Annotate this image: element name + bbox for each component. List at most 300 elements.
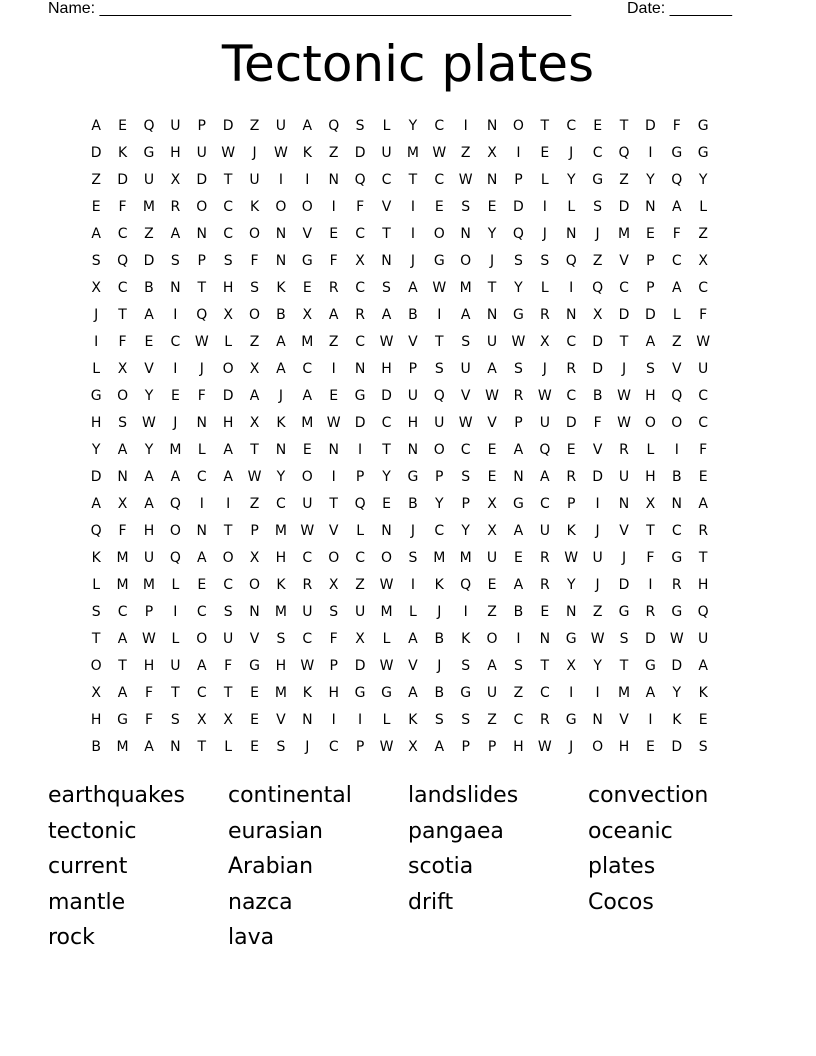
grid-letter[interactable]: A (645, 684, 656, 701)
grid-letter[interactable]: A (513, 441, 524, 458)
grid-letter[interactable]: D (513, 198, 524, 215)
grid-letter[interactable]: F (356, 198, 365, 215)
grid-letter[interactable]: Y (487, 225, 497, 242)
grid-letter[interactable]: X (249, 414, 260, 431)
grid-letter[interactable]: N (407, 441, 419, 458)
grid-letter[interactable]: T (197, 279, 207, 296)
grid-letter[interactable]: W (142, 414, 156, 431)
grid-letter[interactable]: R (170, 198, 181, 215)
grid-letter[interactable]: A (117, 441, 128, 458)
grid-letter[interactable]: U (407, 387, 418, 404)
grid-letter[interactable]: L (672, 306, 681, 323)
grid-letter[interactable]: A (144, 306, 154, 323)
grid-letter[interactable]: L (699, 198, 708, 215)
grid-letter[interactable]: T (91, 630, 101, 647)
grid-letter[interactable]: H (381, 360, 392, 377)
grid-letter[interactable]: O (512, 117, 524, 134)
grid-letter[interactable]: J (278, 387, 283, 404)
grid-letter[interactable]: S (461, 468, 471, 485)
grid-letter[interactable]: C (434, 522, 445, 539)
grid-letter[interactable]: T (540, 657, 550, 674)
grid-letter[interactable]: C (117, 279, 128, 296)
grid-letter[interactable]: Y (276, 468, 286, 485)
grid-letter[interactable]: A (196, 657, 207, 674)
grid-letter[interactable]: A (434, 738, 445, 755)
grid-letter[interactable]: G (407, 468, 419, 485)
grid-letter[interactable]: E (250, 738, 259, 755)
grid-letter[interactable]: A (672, 198, 682, 215)
grid-letter[interactable]: F (250, 252, 259, 269)
grid-letter[interactable]: E (302, 279, 312, 296)
grid-letter[interactable]: V (249, 630, 260, 647)
grid-letter[interactable]: A (487, 657, 497, 674)
grid-letter[interactable]: R (302, 576, 313, 593)
grid-letter[interactable]: E (250, 711, 259, 728)
grid-letter[interactable]: B (408, 306, 418, 323)
grid-letter[interactable]: F (144, 711, 153, 728)
grid-letter[interactable]: X (328, 576, 339, 593)
grid-letter[interactable]: N (565, 225, 577, 242)
grid-letter[interactable]: U (249, 171, 260, 188)
grid-letter[interactable]: K (698, 684, 708, 701)
grid-letter[interactable]: F (672, 225, 681, 242)
grid-letter[interactable]: Y (672, 684, 682, 701)
grid-letter[interactable]: W (458, 414, 473, 431)
grid-letter[interactable]: G (354, 387, 366, 404)
grid-letter[interactable]: R (539, 549, 550, 566)
grid-letter[interactable]: O (169, 522, 181, 539)
grid-letter[interactable]: X (487, 495, 497, 512)
grid-letter[interactable]: H (170, 144, 181, 161)
grid-letter[interactable]: H (618, 738, 630, 755)
grid-letter[interactable]: J (199, 360, 204, 377)
grid-letter[interactable]: G (671, 549, 683, 566)
grid-letter[interactable]: K (276, 279, 286, 296)
grid-letter[interactable]: N (302, 711, 313, 728)
grid-letter[interactable]: I (463, 117, 468, 134)
grid-letter[interactable]: I (331, 198, 336, 215)
grid-letter[interactable]: A (672, 279, 682, 296)
grid-letter[interactable]: Q (328, 117, 340, 134)
grid-letter[interactable]: A (196, 549, 207, 566)
grid-letter[interactable]: M (301, 414, 314, 431)
grid-letter[interactable]: E (487, 198, 497, 215)
grid-letter[interactable]: A (117, 684, 128, 701)
grid-letter[interactable]: O (301, 198, 313, 215)
grid-letter[interactable]: I (278, 171, 283, 188)
grid-letter[interactable]: D (645, 306, 656, 323)
grid-letter[interactable]: E (645, 738, 655, 755)
grid-letter[interactable]: C (566, 333, 577, 350)
grid-letter[interactable]: A (144, 468, 154, 485)
grid-letter[interactable]: G (697, 144, 709, 161)
grid-letter[interactable]: Y (566, 576, 576, 593)
grid-letter[interactable]: T (619, 657, 629, 674)
grid-letter[interactable]: R (328, 279, 339, 296)
grid-letter[interactable]: V (408, 333, 418, 350)
grid-letter[interactable]: O (249, 576, 261, 593)
grid-letter[interactable]: B (434, 684, 445, 701)
grid-letter[interactable]: Y (408, 117, 418, 134)
grid-letter[interactable]: V (276, 711, 286, 728)
grid-letter[interactable]: X (302, 306, 313, 323)
grid-letter[interactable]: W (247, 468, 262, 485)
grid-letter[interactable]: G (90, 387, 102, 404)
grid-letter[interactable]: S (514, 657, 523, 674)
grid-letter[interactable]: F (646, 549, 655, 566)
grid-letter[interactable]: R (566, 360, 577, 377)
grid-letter[interactable]: L (92, 360, 101, 377)
grid-letter[interactable]: I (595, 684, 600, 701)
grid-letter[interactable]: W (696, 333, 711, 350)
grid-letter[interactable]: O (433, 441, 445, 458)
grid-letter[interactable]: I (331, 468, 336, 485)
grid-letter[interactable]: Z (487, 603, 497, 620)
grid-letter[interactable]: A (513, 522, 524, 539)
grid-letter[interactable]: I (173, 360, 178, 377)
grid-letter[interactable]: U (302, 495, 313, 512)
grid-letter[interactable]: W (537, 387, 552, 404)
grid-letter[interactable]: C (302, 630, 313, 647)
grid-letter[interactable]: A (276, 333, 286, 350)
grid-letter[interactable]: E (329, 387, 339, 404)
grid-letter[interactable]: I (305, 171, 310, 188)
grid-letter[interactable]: U (434, 414, 445, 431)
grid-letter[interactable]: W (485, 387, 499, 404)
grid-letter[interactable]: L (382, 711, 391, 728)
grid-letter[interactable]: C (671, 522, 682, 539)
grid-letter[interactable]: S (540, 252, 550, 269)
grid-letter[interactable]: Q (90, 522, 102, 539)
grid-letter[interactable]: E (487, 468, 497, 485)
grid-letter[interactable]: C (223, 198, 234, 215)
grid-letter[interactable]: O (249, 225, 261, 242)
grid-letter[interactable]: Z (513, 684, 524, 701)
grid-letter[interactable]: D (354, 144, 366, 161)
grid-letter[interactable]: D (117, 171, 128, 188)
grid-letter[interactable]: J (437, 657, 442, 674)
grid-letter[interactable]: V (592, 441, 603, 458)
grid-letter[interactable]: A (487, 360, 497, 377)
grid-letter[interactable]: O (90, 657, 102, 674)
grid-letter[interactable]: U (143, 549, 155, 566)
grid-letter[interactable]: T (197, 738, 207, 755)
grid-letter[interactable]: S (514, 252, 523, 269)
grid-letter[interactable]: F (329, 630, 338, 647)
grid-letter[interactable]: I (173, 603, 178, 620)
grid-letter[interactable]: A (302, 117, 313, 134)
grid-letter[interactable]: Y (434, 495, 444, 512)
grid-letter[interactable]: S (276, 630, 286, 647)
grid-letter[interactable]: F (672, 117, 681, 134)
grid-letter[interactable]: W (537, 738, 552, 755)
grid-letter[interactable]: C (381, 171, 392, 188)
grid-letter[interactable]: X (117, 360, 128, 377)
grid-letter[interactable]: O (460, 252, 472, 269)
grid-letter[interactable]: V (302, 225, 313, 242)
grid-letter[interactable]: J (173, 414, 178, 431)
grid-letter[interactable]: U (170, 657, 181, 674)
grid-letter[interactable]: U (539, 414, 550, 431)
grid-letter[interactable]: I (173, 306, 178, 323)
grid-letter[interactable]: J (542, 225, 547, 242)
grid-letter[interactable]: I (463, 603, 468, 620)
grid-letter[interactable]: T (487, 279, 497, 296)
grid-letter[interactable]: H (143, 657, 155, 674)
grid-letter[interactable]: N (486, 171, 498, 188)
grid-letter[interactable]: U (486, 684, 498, 701)
grid-letter[interactable]: L (224, 333, 233, 350)
grid-letter[interactable]: G (513, 306, 524, 323)
grid-letter[interactable]: C (513, 711, 524, 728)
grid-letter[interactable]: R (539, 711, 550, 728)
grid-letter[interactable]: E (487, 576, 497, 593)
grid-letter[interactable]: O (433, 225, 445, 242)
grid-letter[interactable]: L (171, 576, 180, 593)
grid-letter[interactable]: I (331, 360, 336, 377)
grid-letter[interactable]: E (593, 117, 603, 134)
grid-letter[interactable]: C (355, 225, 365, 242)
grid-letter[interactable]: Z (698, 225, 708, 242)
grid-letter[interactable]: D (645, 630, 656, 647)
grid-letter[interactable]: X (540, 333, 550, 350)
grid-letter[interactable]: B (513, 603, 524, 620)
grid-letter[interactable]: C (223, 576, 234, 593)
grid-letter[interactable]: T (646, 522, 655, 539)
grid-letter[interactable]: M (617, 225, 631, 242)
grid-letter[interactable]: M (617, 684, 631, 701)
grid-letter[interactable]: P (646, 252, 655, 269)
grid-letter[interactable]: K (302, 144, 312, 161)
grid-letter[interactable]: U (196, 144, 207, 161)
grid-letter[interactable]: B (434, 630, 445, 647)
grid-letter[interactable]: S (118, 414, 128, 431)
grid-letter[interactable]: C (539, 684, 550, 701)
grid-letter[interactable]: T (434, 333, 444, 350)
grid-letter[interactable]: Z (249, 495, 260, 512)
grid-letter[interactable]: W (300, 657, 315, 674)
grid-letter[interactable]: Z (249, 333, 260, 350)
grid-letter[interactable]: H (222, 414, 234, 431)
grid-letter[interactable]: Q (512, 225, 524, 242)
grid-letter[interactable]: M (142, 576, 156, 593)
grid-letter[interactable]: S (382, 279, 391, 296)
grid-letter[interactable]: N (486, 306, 498, 323)
grid-letter[interactable]: F (118, 333, 127, 350)
grid-letter[interactable]: A (276, 360, 286, 377)
grid-letter[interactable]: R (619, 441, 629, 458)
grid-letter[interactable]: Y (461, 522, 470, 539)
grid-letter[interactable]: F (224, 657, 233, 674)
grid-letter[interactable]: J (410, 252, 415, 269)
grid-letter[interactable]: Z (328, 144, 339, 161)
grid-letter[interactable]: D (222, 387, 234, 404)
date-field[interactable]: Date: _______ (627, 0, 732, 17)
grid-letter[interactable]: X (196, 711, 207, 728)
grid-letter[interactable]: R (539, 576, 550, 593)
grid-letter[interactable]: O (222, 360, 234, 377)
grid-letter[interactable]: I (94, 333, 99, 350)
grid-letter[interactable]: C (381, 414, 392, 431)
grid-letter[interactable]: U (170, 117, 181, 134)
grid-letter[interactable]: P (646, 279, 655, 296)
grid-letter[interactable]: C (355, 279, 365, 296)
grid-letter[interactable]: P (435, 468, 444, 485)
grid-letter[interactable]: D (90, 144, 102, 161)
grid-letter[interactable]: E (250, 684, 259, 701)
grid-letter[interactable]: N (381, 522, 392, 539)
grid-letter[interactable]: I (569, 684, 574, 701)
grid-letter[interactable]: U (539, 522, 550, 539)
grid-letter[interactable]: U (354, 603, 366, 620)
grid-letter[interactable]: T (329, 495, 338, 512)
grid-letter[interactable]: K (461, 630, 471, 647)
grid-letter[interactable]: L (197, 441, 206, 458)
grid-letter[interactable]: W (669, 630, 684, 647)
grid-letter[interactable]: C (671, 252, 682, 269)
grid-letter[interactable]: H (328, 684, 339, 701)
grid-letter[interactable]: T (223, 684, 233, 701)
grid-letter[interactable]: P (567, 495, 576, 512)
grid-letter[interactable]: T (223, 171, 233, 188)
grid-letter[interactable]: K (566, 522, 576, 539)
grid-letter[interactable]: D (592, 468, 603, 485)
grid-letter[interactable]: X (223, 306, 233, 323)
grid-letter[interactable]: A (223, 441, 233, 458)
grid-letter[interactable]: M (142, 198, 156, 215)
grid-letter[interactable]: L (382, 630, 391, 647)
grid-letter[interactable]: X (223, 711, 233, 728)
grid-letter[interactable]: M (380, 603, 393, 620)
grid-letter[interactable]: B (144, 279, 154, 296)
grid-letter[interactable]: V (460, 387, 471, 404)
grid-letter[interactable]: N (671, 495, 683, 512)
grid-letter[interactable]: V (672, 360, 682, 377)
grid-letter[interactable]: L (408, 603, 417, 620)
grid-letter[interactable]: W (142, 630, 156, 647)
grid-letter[interactable]: Y (646, 171, 655, 188)
grid-letter[interactable]: W (300, 522, 315, 539)
grid-letter[interactable]: S (645, 360, 655, 377)
grid-letter[interactable]: S (276, 738, 286, 755)
grid-letter[interactable]: U (275, 117, 287, 134)
grid-letter[interactable]: P (197, 117, 206, 134)
grid-letter[interactable]: N (513, 468, 524, 485)
grid-letter[interactable]: B (276, 306, 286, 323)
grid-letter[interactable]: Q (433, 387, 445, 404)
grid-letter[interactable]: Z (355, 576, 365, 593)
grid-letter[interactable]: C (566, 387, 577, 404)
grid-letter[interactable]: R (539, 306, 550, 323)
grid-letter[interactable]: I (595, 495, 600, 512)
grid-letter[interactable]: D (618, 198, 630, 215)
grid-letter[interactable]: F (197, 387, 206, 404)
grid-letter[interactable]: A (460, 306, 471, 323)
grid-letter[interactable]: N (328, 441, 339, 458)
grid-letter[interactable]: M (116, 549, 129, 566)
grid-letter[interactable]: S (593, 198, 603, 215)
grid-letter[interactable]: G (143, 144, 155, 161)
grid-letter[interactable]: O (249, 306, 261, 323)
grid-letter[interactable]: X (170, 171, 181, 188)
grid-letter[interactable]: Q (618, 144, 630, 161)
grid-letter[interactable]: Q (354, 495, 366, 512)
grid-letter[interactable]: S (170, 252, 180, 269)
grid-letter[interactable]: Y (514, 279, 523, 296)
grid-letter[interactable]: Y (593, 657, 602, 674)
grid-letter[interactable]: T (408, 171, 418, 188)
grid-letter[interactable]: U (698, 360, 709, 377)
grid-letter[interactable]: A (91, 117, 101, 134)
grid-letter[interactable]: D (354, 414, 366, 431)
grid-letter[interactable]: E (91, 198, 101, 215)
grid-letter[interactable]: Q (117, 252, 129, 269)
grid-letter[interactable]: D (618, 576, 630, 593)
grid-letter[interactable]: J (542, 360, 547, 377)
grid-letter[interactable]: K (276, 576, 286, 593)
grid-letter[interactable]: O (196, 198, 208, 215)
grid-letter[interactable]: V (381, 198, 392, 215)
grid-letter[interactable]: X (566, 657, 577, 674)
grid-letter[interactable]: O (486, 630, 498, 647)
grid-letter[interactable]: W (564, 549, 579, 566)
grid-letter[interactable]: P (514, 171, 523, 188)
grid-letter[interactable]: O (380, 549, 392, 566)
grid-letter[interactable]: L (224, 738, 233, 755)
grid-letter[interactable]: H (90, 414, 102, 431)
grid-letter[interactable]: J (621, 360, 627, 377)
grid-letter[interactable]: J (595, 576, 600, 593)
grid-letter[interactable]: L (356, 522, 364, 539)
grid-letter[interactable]: X (645, 495, 656, 512)
grid-letter[interactable]: C (196, 603, 207, 620)
grid-letter[interactable]: X (91, 279, 101, 296)
grid-letter[interactable]: Q (565, 252, 577, 269)
grid-letter[interactable]: I (410, 198, 415, 215)
grid-letter[interactable]: S (698, 738, 708, 755)
grid-letter[interactable]: D (671, 738, 683, 755)
grid-letter[interactable]: I (331, 711, 336, 728)
grid-letter[interactable]: U (223, 630, 234, 647)
grid-letter[interactable]: C (355, 549, 365, 566)
grid-letter[interactable]: C (196, 468, 207, 485)
grid-letter[interactable]: N (275, 441, 287, 458)
grid-letter[interactable]: O (117, 387, 129, 404)
grid-letter[interactable]: E (566, 441, 576, 458)
grid-letter[interactable]: Y (144, 387, 154, 404)
grid-letter[interactable]: C (355, 333, 365, 350)
grid-letter[interactable]: J (569, 144, 574, 161)
grid-letter[interactable]: A (513, 576, 524, 593)
grid-letter[interactable]: Z (619, 171, 629, 188)
grid-letter[interactable]: Q (671, 387, 683, 404)
grid-letter[interactable]: G (460, 684, 472, 701)
grid-letter[interactable]: G (565, 630, 577, 647)
grid-letter[interactable]: Q (196, 306, 208, 323)
grid-letter[interactable]: N (618, 495, 630, 512)
grid-letter[interactable]: G (433, 252, 445, 269)
grid-letter[interactable]: E (540, 603, 550, 620)
grid-letter[interactable]: N (565, 306, 577, 323)
grid-letter[interactable]: D (671, 657, 683, 674)
grid-letter[interactable]: O (328, 549, 340, 566)
grid-letter[interactable]: V (408, 657, 418, 674)
grid-letter[interactable]: M (116, 576, 129, 593)
grid-letter[interactable]: S (434, 360, 444, 377)
grid-letter[interactable]: W (458, 171, 473, 188)
grid-letter[interactable]: T (118, 306, 127, 323)
grid-letter[interactable]: X (117, 495, 128, 512)
